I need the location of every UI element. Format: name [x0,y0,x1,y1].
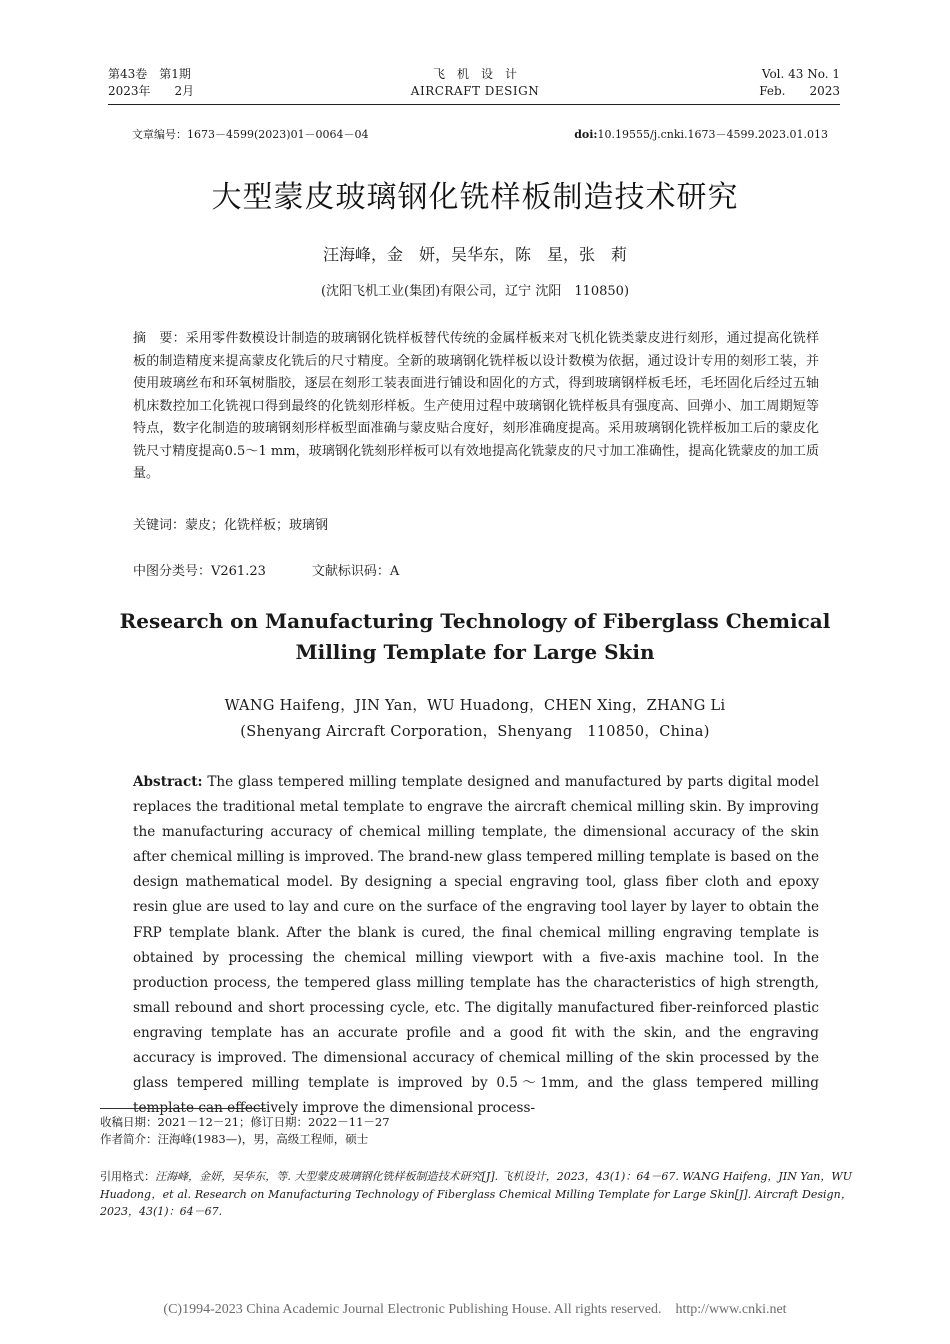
affiliation-cn: (沈阳飞机工业(集团)有限公司，辽宁 沈阳 110850) [320,284,630,299]
citation-text: 汪海峰，金妍，吴华东，等. 大型蒙皮玻璃钢化铣样板制造技术研究[J]. 飞机设计，2023，43(1)：64－67. WANG Haifeng，JIN Yan，WU Huadong，et al. Research on Manufacturing Technology of Fiberglass Chemical Milling Template for Large Skin[J]. Aircraft Design，2023，43(1)：64－67. [100,1170,852,1218]
footnote-rule [100,1108,266,1109]
title-en-line1: Research on Manufacturing Technology of Fiberglass Chemical [119,609,831,633]
authors-cn: 汪海峰，金 妍，吴华东，陈 星，张 莉 [322,245,627,264]
header-journal-cn: 飞 机 设 计 [432,67,517,81]
authors-en: WANG Haifeng，JIN Yan，WU Huadong，CHEN Xing，ZHANG Li [224,698,726,714]
header-volume-en: Vol. 43 No. 1 [761,67,840,81]
classification-row [133,560,399,579]
header-year-cn: 2023年 2月 [108,84,195,98]
article-number: 文章编号：1673－4599(2023)01－0064－04 [132,128,369,141]
copyright-watermark: (C)1994-2023 China Academic Journal Electronic Publishing House. All rights reserved. http://www.cnki.net [163,1302,787,1317]
page-title-cn: 大型蒙皮玻璃钢化铣样板制造技术研究 [211,180,739,215]
clc-number: 中图分类号：V261.23 [133,564,266,579]
citation [100,1168,852,1221]
citation-label: 引用格式： [100,1170,156,1183]
abstract-cn: 摘 要：采用零件数模设计制造的玻璃钢化铣样板替代传统的金属样板来对飞机化铣类蒙皮进行刻形，通过提高化铣样板的制造精度来提高蒙皮化铣后的尺寸精度。全新的玻璃钢化铣样板以设计数模为依据，通过设计专用的刻形工装，并使用玻璃丝布和环氧树脂胶，逐层在刻形工装表面进行铺设和固化的方式，得到玻璃钢样板毛坯，毛坯固化后经过五轴机床数控加工化铣视口得到最终的化铣刻形样板。生产使用过程中玻璃钢化铣样板具有强度高、回弹小、加工周期短等特点，数字化制造的玻璃钢刻形样板型面准确与蒙皮贴合度好，刻形准确度提高。采用玻璃钢化铣样板加工后的蒙皮化铣尺寸精度提高0.5～1 mm，玻璃钢化铣刻形样板可以有效地提高化铣蒙皮的尺寸加工准确性，提高化铣蒙皮的加工质量。 [133,331,819,481]
page-title-en [0,606,950,668]
received-date: 收稿日期：2021－12－21；修订日期：2022－11－27 [100,1115,390,1129]
document-code: 文献标识码：A [311,564,400,579]
abstract-en-text: The glass tempered milling template designed and manufactured by parts digital model replaces the traditional metal template to engrave the aircraft chemical milling skin. By improving the manufacturing accuracy of chemical milling template, the dimensional accuracy of the skin after chemical milling is improved. The brand-new glass tempered milling template is based on the design mathematical model. By designing a special engraving tool, glass fiber cloth and epoxy resin glue are used to lay and cure on the surface of the engraving tool layer by layer to obtain the FRP template blank. After the blank is cured, the final chemical milling engraving template is obtained by processing the chemical milling viewport with a five-axis machine tool. In the production process, the tempered glass milling template has the characteristics of high strength, small rebound and short processing cycle, etc. The digitally manufactured fiber-reinforced plastic engraving template has an accurate profile and a good fit with the skin, and the engraving accuracy is improved. The dimensional accuracy of chemical milling of the skin processed by the glass tempered milling template is improved by 0.5～1mm, and the glass tempered milling template can effectively improve the dimensional process- [133,774,819,1117]
affiliation-en: (Shenyang Aircraft Corporation，Shenyang 110850，China) [240,724,710,740]
doi [574,126,828,142]
header-journal-en: AIRCRAFT DESIGN [410,84,540,98]
abstract-en-label: Abstract: [133,774,203,790]
header-issue-en [759,66,840,100]
header-issue-cn [108,66,194,100]
doi-label: doi: [574,128,598,141]
header-journal [360,66,590,100]
header-rule [108,104,840,105]
abstract-en [133,770,819,1121]
title-en-line2: Milling Template for Large Skin [295,640,655,664]
header-date-en: Feb. 2023 [759,84,840,98]
header-volume-cn: 第43卷 第1期 [108,67,191,81]
author-bio: 作者简介：汪海峰(1983—)，男，高级工程师，硕士 [100,1132,369,1146]
doi-value: 10.19555/j.cnki.1673－4599.2023.01.013 [597,128,828,141]
keywords-cn: 关键词：蒙皮；化铣样板；玻璃钢 [133,518,329,533]
